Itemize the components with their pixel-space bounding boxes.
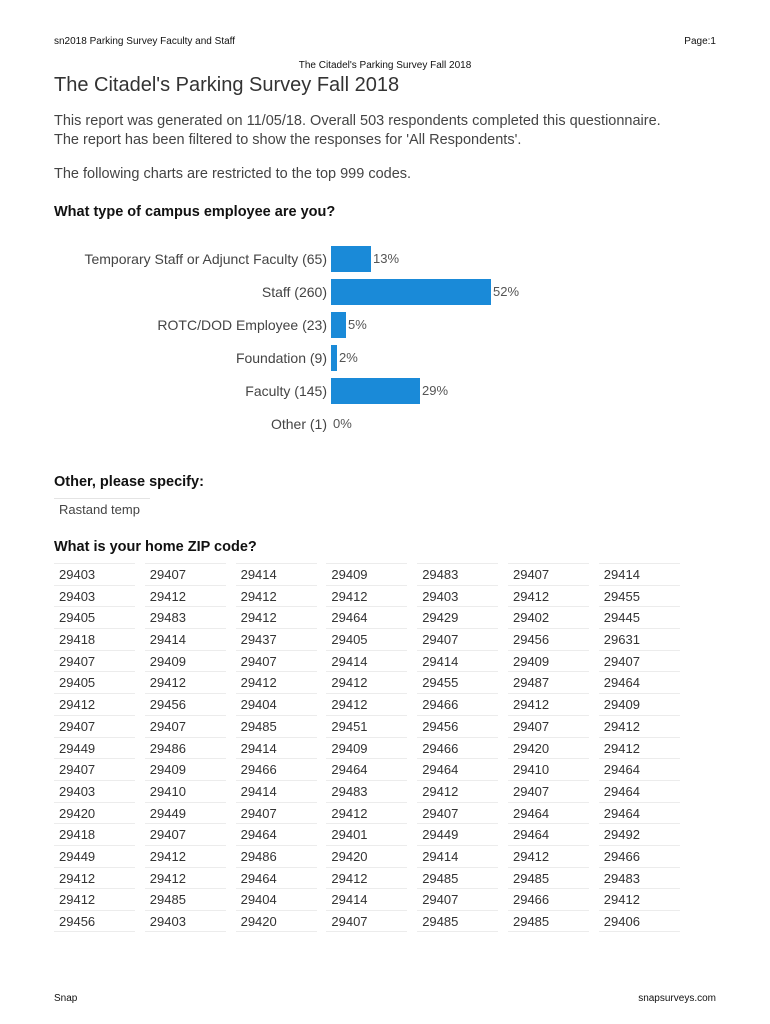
bar-label: Temporary Staff or Adjunct Faculty (65): [84, 251, 327, 267]
table-row: [54, 845, 690, 867]
zip-cell: 29412: [145, 845, 226, 867]
table-row: [54, 563, 690, 585]
zip-cell: 29407: [417, 888, 498, 910]
zip-cell: 29437: [236, 628, 317, 650]
zip-cell: 29486: [236, 845, 317, 867]
zip-cell: 29403: [54, 563, 135, 585]
bar-value-label: 52%: [493, 284, 520, 299]
zip-cell: 29414: [326, 888, 407, 910]
zip-cell: 29403: [417, 585, 498, 607]
zip-cell: 29407: [236, 650, 317, 672]
zip-cell: 29409: [326, 737, 407, 759]
zip-cell: 29405: [326, 628, 407, 650]
zip-cell: 29407: [508, 715, 589, 737]
footer-brand: Snap: [54, 993, 78, 1004]
zip-cell: 29466: [508, 888, 589, 910]
zip-cell: 29449: [54, 737, 135, 759]
zip-cell: 29420: [236, 910, 317, 932]
zip-cell: 29485: [236, 715, 317, 737]
table-row: [54, 671, 690, 693]
zip-cell: 29409: [599, 693, 680, 715]
zip-cell: 29403: [145, 910, 226, 932]
zip-cell: 29449: [417, 823, 498, 845]
zip-cell: 29414: [236, 563, 317, 585]
zip-cell: 29485: [508, 867, 589, 889]
zip-cell: 29429: [417, 606, 498, 628]
zip-cell: 29412: [236, 671, 317, 693]
zip-cell: 29406: [599, 910, 680, 932]
zip-cell: 29464: [599, 758, 680, 780]
zip-cell: 29487: [508, 671, 589, 693]
page-header-left: sn2018 Parking Survey Faculty and Staff: [54, 36, 236, 47]
table-row: [54, 606, 690, 628]
zip-cell: 29403: [54, 780, 135, 802]
zip-cell: 29409: [145, 758, 226, 780]
zip-cell: 29412: [326, 802, 407, 824]
zip-cell: 29449: [54, 845, 135, 867]
zip-cell: 29464: [599, 802, 680, 824]
bar-value-label: 29%: [422, 383, 449, 398]
table-row: [54, 650, 690, 672]
zip-cell: 29407: [145, 715, 226, 737]
table-row: [54, 693, 690, 715]
zip-cell: 29412: [599, 737, 680, 759]
bar-value-label: 2%: [339, 350, 358, 365]
report-note: The following charts are restricted to the top 999 codes.: [54, 166, 412, 182]
zip-cell: 29483: [599, 867, 680, 889]
zip-cell: 29464: [508, 802, 589, 824]
zip-cell: 29483: [417, 563, 498, 585]
intro-line-2: The report has been filtered to show the responses for 'All Respondents'.: [54, 132, 522, 148]
zip-cell: 29420: [326, 845, 407, 867]
zip-cell: 29464: [326, 606, 407, 628]
zip-cell: 29485: [417, 910, 498, 932]
zip-cell: 29412: [508, 585, 589, 607]
zip-cell: 29466: [417, 737, 498, 759]
table-row: [54, 715, 690, 737]
zip-cell: 29409: [508, 650, 589, 672]
zip-cell: 29412: [145, 671, 226, 693]
table-row: [54, 823, 690, 845]
zip-cell: 29407: [54, 715, 135, 737]
zip-cell: 29412: [145, 585, 226, 607]
zip-cell: 29414: [145, 628, 226, 650]
zip-cell: 29414: [326, 650, 407, 672]
zip-cell: 29407: [508, 563, 589, 585]
zip-cell: 29485: [417, 867, 498, 889]
zip-cell: 29407: [417, 628, 498, 650]
zip-cell: 29414: [417, 845, 498, 867]
zip-cell: 29412: [54, 693, 135, 715]
zip-cell: 29412: [236, 585, 317, 607]
zip-cell: 29407: [326, 910, 407, 932]
zip-cell: 29404: [236, 888, 317, 910]
footer-url: snapsurveys.com: [638, 993, 716, 1004]
zip-cell: 29456: [54, 910, 135, 932]
zip-cell: 29483: [145, 606, 226, 628]
zip-cell: 29485: [145, 888, 226, 910]
zip-cell: 29412: [599, 888, 680, 910]
zip-cell: 29455: [417, 671, 498, 693]
other-answer-divider: [54, 498, 150, 499]
bar-value-label: 13%: [373, 251, 400, 266]
bar: [331, 279, 491, 305]
zip-cell: 29412: [326, 693, 407, 715]
zip-cell: 29414: [599, 563, 680, 585]
zip-cell: 29412: [326, 585, 407, 607]
zip-cell: 29456: [417, 715, 498, 737]
zip-cell: 29483: [326, 780, 407, 802]
zip-cell: 29405: [54, 671, 135, 693]
other-answer: Rastand temp: [59, 502, 140, 517]
zip-cell: 29407: [417, 802, 498, 824]
table-row: [54, 910, 690, 932]
table-row: [54, 737, 690, 759]
zip-cell: 29456: [145, 693, 226, 715]
table-row: [54, 780, 690, 802]
intro-line-1: This report was generated on 11/05/18. Overall 503 respondents completed this questionnaire.: [54, 113, 661, 129]
zip-cell: 29407: [145, 563, 226, 585]
zip-cell: 29449: [145, 802, 226, 824]
bar-label: Faculty (145): [245, 383, 327, 399]
table-row: [54, 867, 690, 889]
table-row: [54, 888, 690, 910]
zip-cell: 29412: [508, 693, 589, 715]
bar: [331, 378, 420, 404]
question-employee-type: What type of campus employee are you?: [54, 204, 336, 220]
zip-cell: 29407: [508, 780, 589, 802]
zip-cell: 29492: [599, 823, 680, 845]
zip-cell: 29414: [236, 737, 317, 759]
zip-cell: 29410: [508, 758, 589, 780]
table-row: [54, 585, 690, 607]
zip-cell: 29464: [326, 758, 407, 780]
zip-cell: 29407: [599, 650, 680, 672]
zip-cell: 29412: [54, 867, 135, 889]
zip-cell: 29405: [54, 606, 135, 628]
zip-cell: 29420: [508, 737, 589, 759]
zip-cell: 29418: [54, 628, 135, 650]
zip-cell: 29401: [326, 823, 407, 845]
bar-value-label: 0%: [333, 416, 352, 431]
zip-cell: 29409: [326, 563, 407, 585]
zip-cell: 29451: [326, 715, 407, 737]
zip-cell: 29486: [145, 737, 226, 759]
table-row: [54, 802, 690, 824]
page-number: Page:1: [684, 36, 716, 47]
zip-cell: 29412: [417, 780, 498, 802]
zip-cell: 29402: [508, 606, 589, 628]
zip-cell: 29464: [599, 780, 680, 802]
bar: [331, 345, 337, 371]
zip-cell: 29403: [54, 585, 135, 607]
zip-cell: 29418: [54, 823, 135, 845]
zip-cell: 29631: [599, 628, 680, 650]
zip-cell: 29445: [599, 606, 680, 628]
table-row: [54, 628, 690, 650]
zip-code-table: [54, 563, 690, 932]
bar-label: Foundation (9): [235, 350, 327, 366]
zip-cell: 29464: [236, 823, 317, 845]
bar: [331, 312, 346, 338]
bar-value-label: 5%: [348, 317, 367, 332]
zip-cell: 29464: [236, 867, 317, 889]
bar-label: Other (1): [270, 416, 327, 432]
zip-cell: 29412: [145, 867, 226, 889]
zip-cell: 29414: [236, 780, 317, 802]
question-zip-code: What is your home ZIP code?: [54, 539, 257, 555]
bar-label: Staff (260): [261, 284, 327, 300]
zip-cell: 29414: [417, 650, 498, 672]
zip-cell: 29412: [599, 715, 680, 737]
zip-cell: 29455: [599, 585, 680, 607]
zip-cell: 29407: [54, 650, 135, 672]
zip-cell: 29464: [417, 758, 498, 780]
zip-cell: 29412: [326, 867, 407, 889]
zip-cell: 29464: [599, 671, 680, 693]
zip-cell: 29407: [145, 823, 226, 845]
zip-cell: 29404: [236, 693, 317, 715]
zip-cell: 29410: [145, 780, 226, 802]
zip-cell: 29485: [508, 910, 589, 932]
zip-cell: 29466: [599, 845, 680, 867]
page-header-center: The Citadel's Parking Survey Fall 2018: [298, 60, 472, 71]
zip-cell: 29412: [54, 888, 135, 910]
zip-cell: 29412: [236, 606, 317, 628]
bar-label: ROTC/DOD Employee (23): [157, 317, 327, 333]
report-title: The Citadel's Parking Survey Fall 2018: [54, 74, 400, 96]
table-row: [54, 758, 690, 780]
zip-cell: 29412: [508, 845, 589, 867]
zip-cell: 29456: [508, 628, 589, 650]
zip-cell: 29466: [236, 758, 317, 780]
bar: [331, 246, 371, 272]
zip-cell: 29412: [326, 671, 407, 693]
zip-cell: 29409: [145, 650, 226, 672]
zip-cell: 29464: [508, 823, 589, 845]
zip-cell: 29420: [54, 802, 135, 824]
zip-cell: 29466: [417, 693, 498, 715]
question-other-specify: Other, please specify:: [54, 474, 204, 490]
zip-cell: 29407: [54, 758, 135, 780]
report-intro: [54, 112, 734, 150]
zip-cell: 29407: [236, 802, 317, 824]
